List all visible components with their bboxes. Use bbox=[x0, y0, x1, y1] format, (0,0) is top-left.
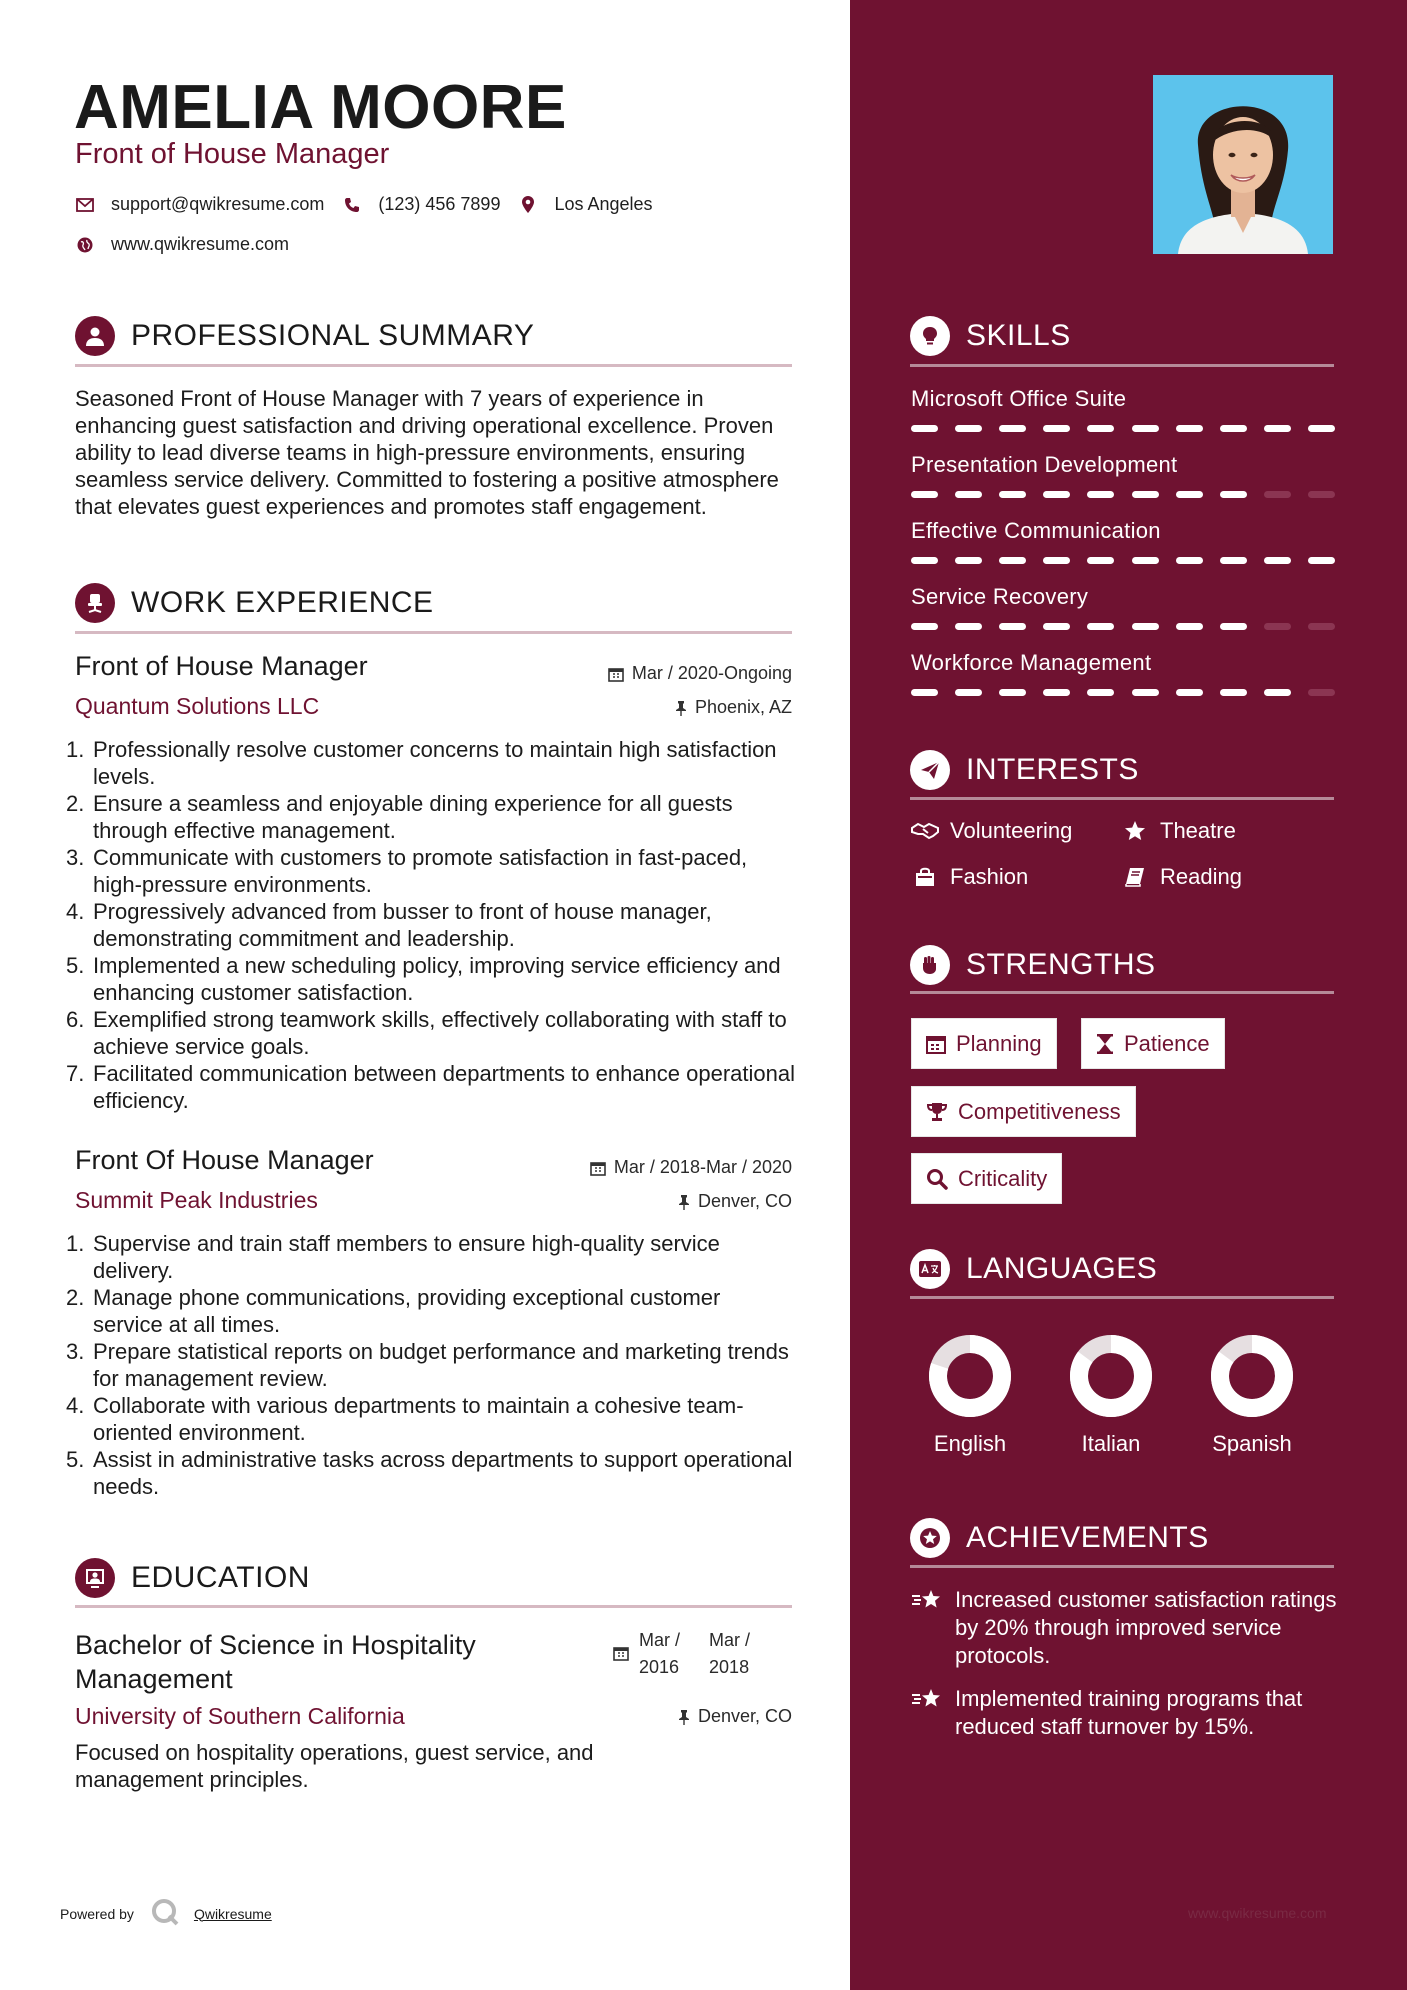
interest-item bbox=[1120, 818, 1236, 844]
raised-fist-icon bbox=[910, 945, 950, 985]
shooting-star-icon bbox=[911, 1586, 945, 1619]
rating-dash bbox=[1308, 425, 1335, 432]
list-item: Progressively advanced from busser to front of house manager, demonstrating commitment and leadership. bbox=[93, 899, 712, 951]
website-link[interactable]: www.qwikresume.com bbox=[111, 234, 290, 254]
company-name: Summit Peak Industries bbox=[75, 1187, 318, 1213]
rating-dash bbox=[1132, 623, 1159, 630]
email-link[interactable]: support@qwikresume.com bbox=[111, 194, 325, 214]
skill-item bbox=[911, 452, 1335, 498]
skill-name: Presentation Development bbox=[911, 452, 1178, 477]
skill-item bbox=[911, 386, 1335, 432]
rating-dash bbox=[1220, 623, 1247, 630]
achievement-item bbox=[911, 1586, 1341, 1670]
rating-dash bbox=[999, 557, 1026, 564]
calendar-icon bbox=[926, 1034, 946, 1054]
interests-section-header bbox=[910, 750, 1139, 790]
strength-tag bbox=[911, 1018, 1057, 1069]
rating-dash bbox=[955, 491, 982, 498]
rating-dash bbox=[955, 557, 982, 564]
languages-section-header bbox=[910, 1249, 1157, 1289]
language-item bbox=[910, 1333, 1030, 1457]
rating-dash bbox=[1176, 557, 1203, 564]
interest-label: Volunteering bbox=[950, 818, 1073, 843]
list-item: Professionally resolve customer concerns to maintain high satisfaction levels. bbox=[93, 737, 777, 789]
office-chair-icon bbox=[75, 583, 115, 623]
section-divider bbox=[75, 631, 792, 634]
education-location-text: Denver, CO bbox=[697, 1706, 792, 1726]
pushpin-icon bbox=[678, 1709, 690, 1725]
rating-dash bbox=[955, 623, 982, 630]
rating-dash bbox=[1043, 557, 1070, 564]
language-name: Spanish bbox=[1212, 1431, 1292, 1456]
translate-icon bbox=[910, 1249, 950, 1289]
list-item: Prepare statistical reports on budget performance and marketing trends for management review. bbox=[93, 1339, 789, 1391]
rating-dash bbox=[911, 425, 938, 432]
summary-section-header bbox=[75, 316, 534, 356]
interest-label: Reading bbox=[1160, 864, 1242, 889]
list-item: Facilitated communication between departments to enhance operational efficiency. bbox=[93, 1061, 795, 1113]
job-title: Front of House Manager bbox=[75, 651, 368, 681]
section-divider bbox=[910, 1296, 1334, 1299]
strength-label: Competitiveness bbox=[958, 1098, 1121, 1124]
rating-dash bbox=[1176, 425, 1203, 432]
search-icon bbox=[926, 1168, 948, 1190]
candidate-name: AMELIA MOORE bbox=[74, 73, 567, 142]
company-name: Quantum Solutions LLC bbox=[75, 693, 320, 719]
rating-dash bbox=[1043, 425, 1070, 432]
section-divider bbox=[75, 1605, 792, 1608]
strength-label: Planning bbox=[956, 1030, 1042, 1056]
rating-dash bbox=[911, 689, 938, 696]
education-description: Focused on hospitality operations, guest service, and management principles. bbox=[75, 1740, 594, 1792]
rating-dash bbox=[911, 491, 938, 498]
list-item: Assist in administrative tasks across departments to support operational needs. bbox=[93, 1447, 793, 1499]
education-heading: EDUCATION bbox=[131, 1561, 310, 1594]
job-bullets bbox=[66, 1230, 796, 1500]
interest-label: Theatre bbox=[1160, 818, 1236, 843]
achievement-item bbox=[911, 1685, 1341, 1741]
skill-item bbox=[911, 650, 1335, 696]
job-location bbox=[675, 697, 792, 718]
job-location bbox=[678, 1191, 792, 1212]
section-divider bbox=[75, 364, 792, 367]
calendar-icon bbox=[613, 1645, 629, 1661]
rating-dash bbox=[1220, 689, 1247, 696]
education-location bbox=[678, 1706, 792, 1727]
job-location-text: Denver, CO bbox=[697, 1191, 792, 1211]
rating-dash bbox=[1087, 491, 1114, 498]
interests-heading: INTERESTS bbox=[966, 753, 1139, 786]
rating-dash bbox=[1176, 491, 1203, 498]
contact-row bbox=[75, 194, 671, 215]
phone-icon bbox=[342, 195, 362, 215]
lightbulb-icon bbox=[910, 316, 950, 356]
strength-label: Patience bbox=[1124, 1030, 1210, 1056]
book-icon bbox=[1120, 866, 1150, 888]
summary-heading: PROFESSIONAL SUMMARY bbox=[131, 319, 535, 352]
rating-dash bbox=[1132, 491, 1159, 498]
strength-tag bbox=[1081, 1018, 1225, 1069]
skill-rating bbox=[911, 623, 1335, 630]
languages-heading: LANGUAGES bbox=[966, 1252, 1158, 1285]
rating-dash bbox=[1176, 623, 1203, 630]
education-section-header bbox=[75, 1558, 310, 1598]
rating-dash bbox=[1043, 623, 1070, 630]
rating-dash bbox=[1043, 491, 1070, 498]
skills-section-header bbox=[910, 316, 1071, 356]
star-badge-icon bbox=[910, 1518, 950, 1558]
date-separator bbox=[702, 1627, 707, 1654]
list-item: Manage phone communications, providing exceptional customer service at all times. bbox=[93, 1285, 721, 1337]
pushpin-icon bbox=[678, 1194, 690, 1210]
location-text: Los Angeles bbox=[554, 194, 653, 214]
rating-dash bbox=[1264, 623, 1291, 630]
rating-dash bbox=[1132, 425, 1159, 432]
section-divider bbox=[910, 1565, 1334, 1568]
start-year: 2016 bbox=[639, 1657, 680, 1677]
end-year: 2018 bbox=[709, 1657, 750, 1677]
rating-dash bbox=[1308, 557, 1335, 564]
rating-dash bbox=[1087, 689, 1114, 696]
education-dates bbox=[613, 1627, 750, 1681]
interest-item bbox=[910, 818, 1072, 844]
language-item bbox=[1051, 1333, 1171, 1457]
skills-heading: SKILLS bbox=[966, 319, 1071, 352]
strengths-heading: STRENGTHS bbox=[966, 948, 1156, 981]
calendar-icon bbox=[590, 1160, 606, 1176]
job-dates-text: Mar / 2020-Ongoing bbox=[631, 663, 792, 683]
rating-dash bbox=[1308, 689, 1335, 696]
achievement-text: Implemented training programs that reduced staff turnover by 15%. bbox=[955, 1686, 1303, 1739]
phone-number[interactable]: (123) 456 7899 bbox=[378, 194, 501, 214]
language-name: Italian bbox=[1081, 1431, 1141, 1456]
map-pin-icon bbox=[518, 195, 538, 215]
paper-plane-icon bbox=[910, 750, 950, 790]
rating-dash bbox=[955, 425, 982, 432]
interest-item bbox=[910, 864, 1028, 890]
list-item: Implemented a new scheduling policy, improving service efficiency and enhancing customer satisfaction. bbox=[93, 953, 781, 1005]
job-location-text: Phoenix, AZ bbox=[694, 697, 792, 717]
skill-name: Microsoft Office Suite bbox=[911, 386, 1127, 411]
rating-dash bbox=[999, 623, 1026, 630]
interest-label: Fashion bbox=[950, 864, 1029, 889]
handshake-icon bbox=[910, 820, 940, 842]
trophy-icon bbox=[926, 1101, 948, 1123]
job-title: Front Of House Manager bbox=[75, 1145, 374, 1175]
skill-rating bbox=[911, 689, 1335, 696]
degree-title bbox=[75, 1628, 555, 1696]
star-icon bbox=[1120, 820, 1150, 842]
strength-tag bbox=[911, 1086, 1136, 1137]
rating-dash bbox=[1220, 425, 1247, 432]
achievements-heading: ACHIEVEMENTS bbox=[966, 1521, 1209, 1554]
strengths-section-header bbox=[910, 945, 1156, 985]
pushpin-icon bbox=[675, 700, 687, 716]
shooting-star-icon bbox=[911, 1685, 945, 1718]
job-dates bbox=[608, 663, 792, 684]
skill-rating bbox=[911, 491, 1335, 498]
rating-dash bbox=[1087, 557, 1114, 564]
rating-dash bbox=[999, 689, 1026, 696]
section-divider bbox=[910, 797, 1334, 800]
language-donut bbox=[1068, 1333, 1154, 1419]
qwikresume-logo-icon bbox=[150, 1897, 180, 1930]
rating-dash bbox=[1220, 491, 1247, 498]
rating-dash bbox=[1176, 689, 1203, 696]
language-name: English bbox=[933, 1431, 1007, 1456]
profile-photo bbox=[1153, 75, 1333, 254]
list-item: Communicate with customers to promote satisfaction in fast-paced, high-pressure environments. bbox=[93, 845, 748, 897]
summary-text: Seasoned Front of House Manager with 7 years of experience in enhancing guest satisfaction and driving operational excellence. Proven ability to lead diverse teams in high-pressure environments, ensuring seamless service delivery. Committed to fostering a positive atmosphere that elevates guest experiences and promotes staff engagement. bbox=[75, 386, 779, 519]
rating-dash bbox=[1264, 425, 1291, 432]
skill-name: Service Recovery bbox=[911, 584, 1089, 609]
calendar-icon bbox=[608, 666, 624, 682]
degree-line: Bachelor of Science in Hospitality bbox=[75, 1630, 476, 1660]
job-bullets bbox=[66, 736, 796, 1114]
website-row bbox=[75, 234, 307, 255]
start-month: Mar / bbox=[639, 1630, 681, 1650]
rating-dash bbox=[999, 491, 1026, 498]
candidate-title: Front of House Manager bbox=[75, 138, 390, 170]
end-date bbox=[709, 1627, 750, 1681]
start-date bbox=[639, 1627, 680, 1681]
rating-dash bbox=[1308, 491, 1335, 498]
rating-dash bbox=[1043, 689, 1070, 696]
rating-dash bbox=[1264, 557, 1291, 564]
section-divider bbox=[910, 364, 1334, 367]
rating-dash bbox=[999, 425, 1026, 432]
rating-dash bbox=[1264, 689, 1291, 696]
rating-dash bbox=[911, 557, 938, 564]
watermark-text: www.qwikresume.com bbox=[1188, 1905, 1327, 1921]
qwikresume-link[interactable]: Qwikresume bbox=[193, 1905, 272, 1922]
list-item: Collaborate with various departments to maintain a cohesive team-oriented environment. bbox=[93, 1393, 744, 1445]
language-item bbox=[1192, 1333, 1312, 1457]
rating-dash bbox=[1087, 425, 1114, 432]
hourglass-icon bbox=[1096, 1033, 1114, 1055]
achievements-section-header bbox=[910, 1518, 1209, 1558]
skill-item bbox=[911, 518, 1335, 564]
language-donut bbox=[927, 1333, 1013, 1419]
skill-rating bbox=[911, 425, 1335, 432]
interest-item bbox=[1120, 864, 1242, 890]
list-item: Ensure a seamless and enjoyable dining experience for all guests through effective management. bbox=[93, 791, 733, 843]
list-item: Exemplified strong teamwork skills, effectively collaborating with staff to achieve service goals. bbox=[93, 1007, 787, 1059]
graduate-icon bbox=[75, 1558, 115, 1598]
list-item: Supervise and train staff members to ensure high-quality service delivery. bbox=[93, 1231, 720, 1283]
rating-dash bbox=[955, 689, 982, 696]
shopping-bag-icon bbox=[910, 866, 940, 888]
footer bbox=[60, 1897, 272, 1930]
end-month: Mar / bbox=[709, 1630, 751, 1650]
rating-dash bbox=[911, 623, 938, 630]
job-dates bbox=[590, 1157, 792, 1178]
experience-heading: WORK EXPERIENCE bbox=[131, 586, 434, 619]
experience-section-header bbox=[75, 583, 434, 623]
strength-label: Criticality bbox=[958, 1165, 1048, 1191]
rating-dash bbox=[1220, 557, 1247, 564]
section-divider bbox=[910, 991, 1334, 994]
skill-item bbox=[911, 584, 1335, 630]
language-donut bbox=[1209, 1333, 1295, 1419]
skill-rating bbox=[911, 557, 1335, 564]
rating-dash bbox=[1132, 689, 1159, 696]
job-dates-text: Mar / 2018-Mar / 2020 bbox=[613, 1157, 792, 1177]
strength-tag bbox=[911, 1153, 1062, 1204]
achievement-text: Increased customer satisfaction ratings by 20% through improved service protocols. bbox=[955, 1587, 1337, 1668]
degree-line: Management bbox=[75, 1664, 233, 1694]
email-icon bbox=[75, 195, 95, 215]
rating-dash bbox=[1087, 623, 1114, 630]
globe-icon bbox=[75, 235, 95, 255]
rating-dash bbox=[1264, 491, 1291, 498]
powered-by-label: Powered by bbox=[60, 1905, 134, 1922]
skill-name: Effective Communication bbox=[911, 518, 1161, 543]
user-icon bbox=[75, 316, 115, 356]
rating-dash bbox=[1308, 623, 1335, 630]
rating-dash bbox=[1132, 557, 1159, 564]
skill-name: Workforce Management bbox=[911, 650, 1152, 675]
school-name: University of Southern California bbox=[75, 1703, 405, 1729]
